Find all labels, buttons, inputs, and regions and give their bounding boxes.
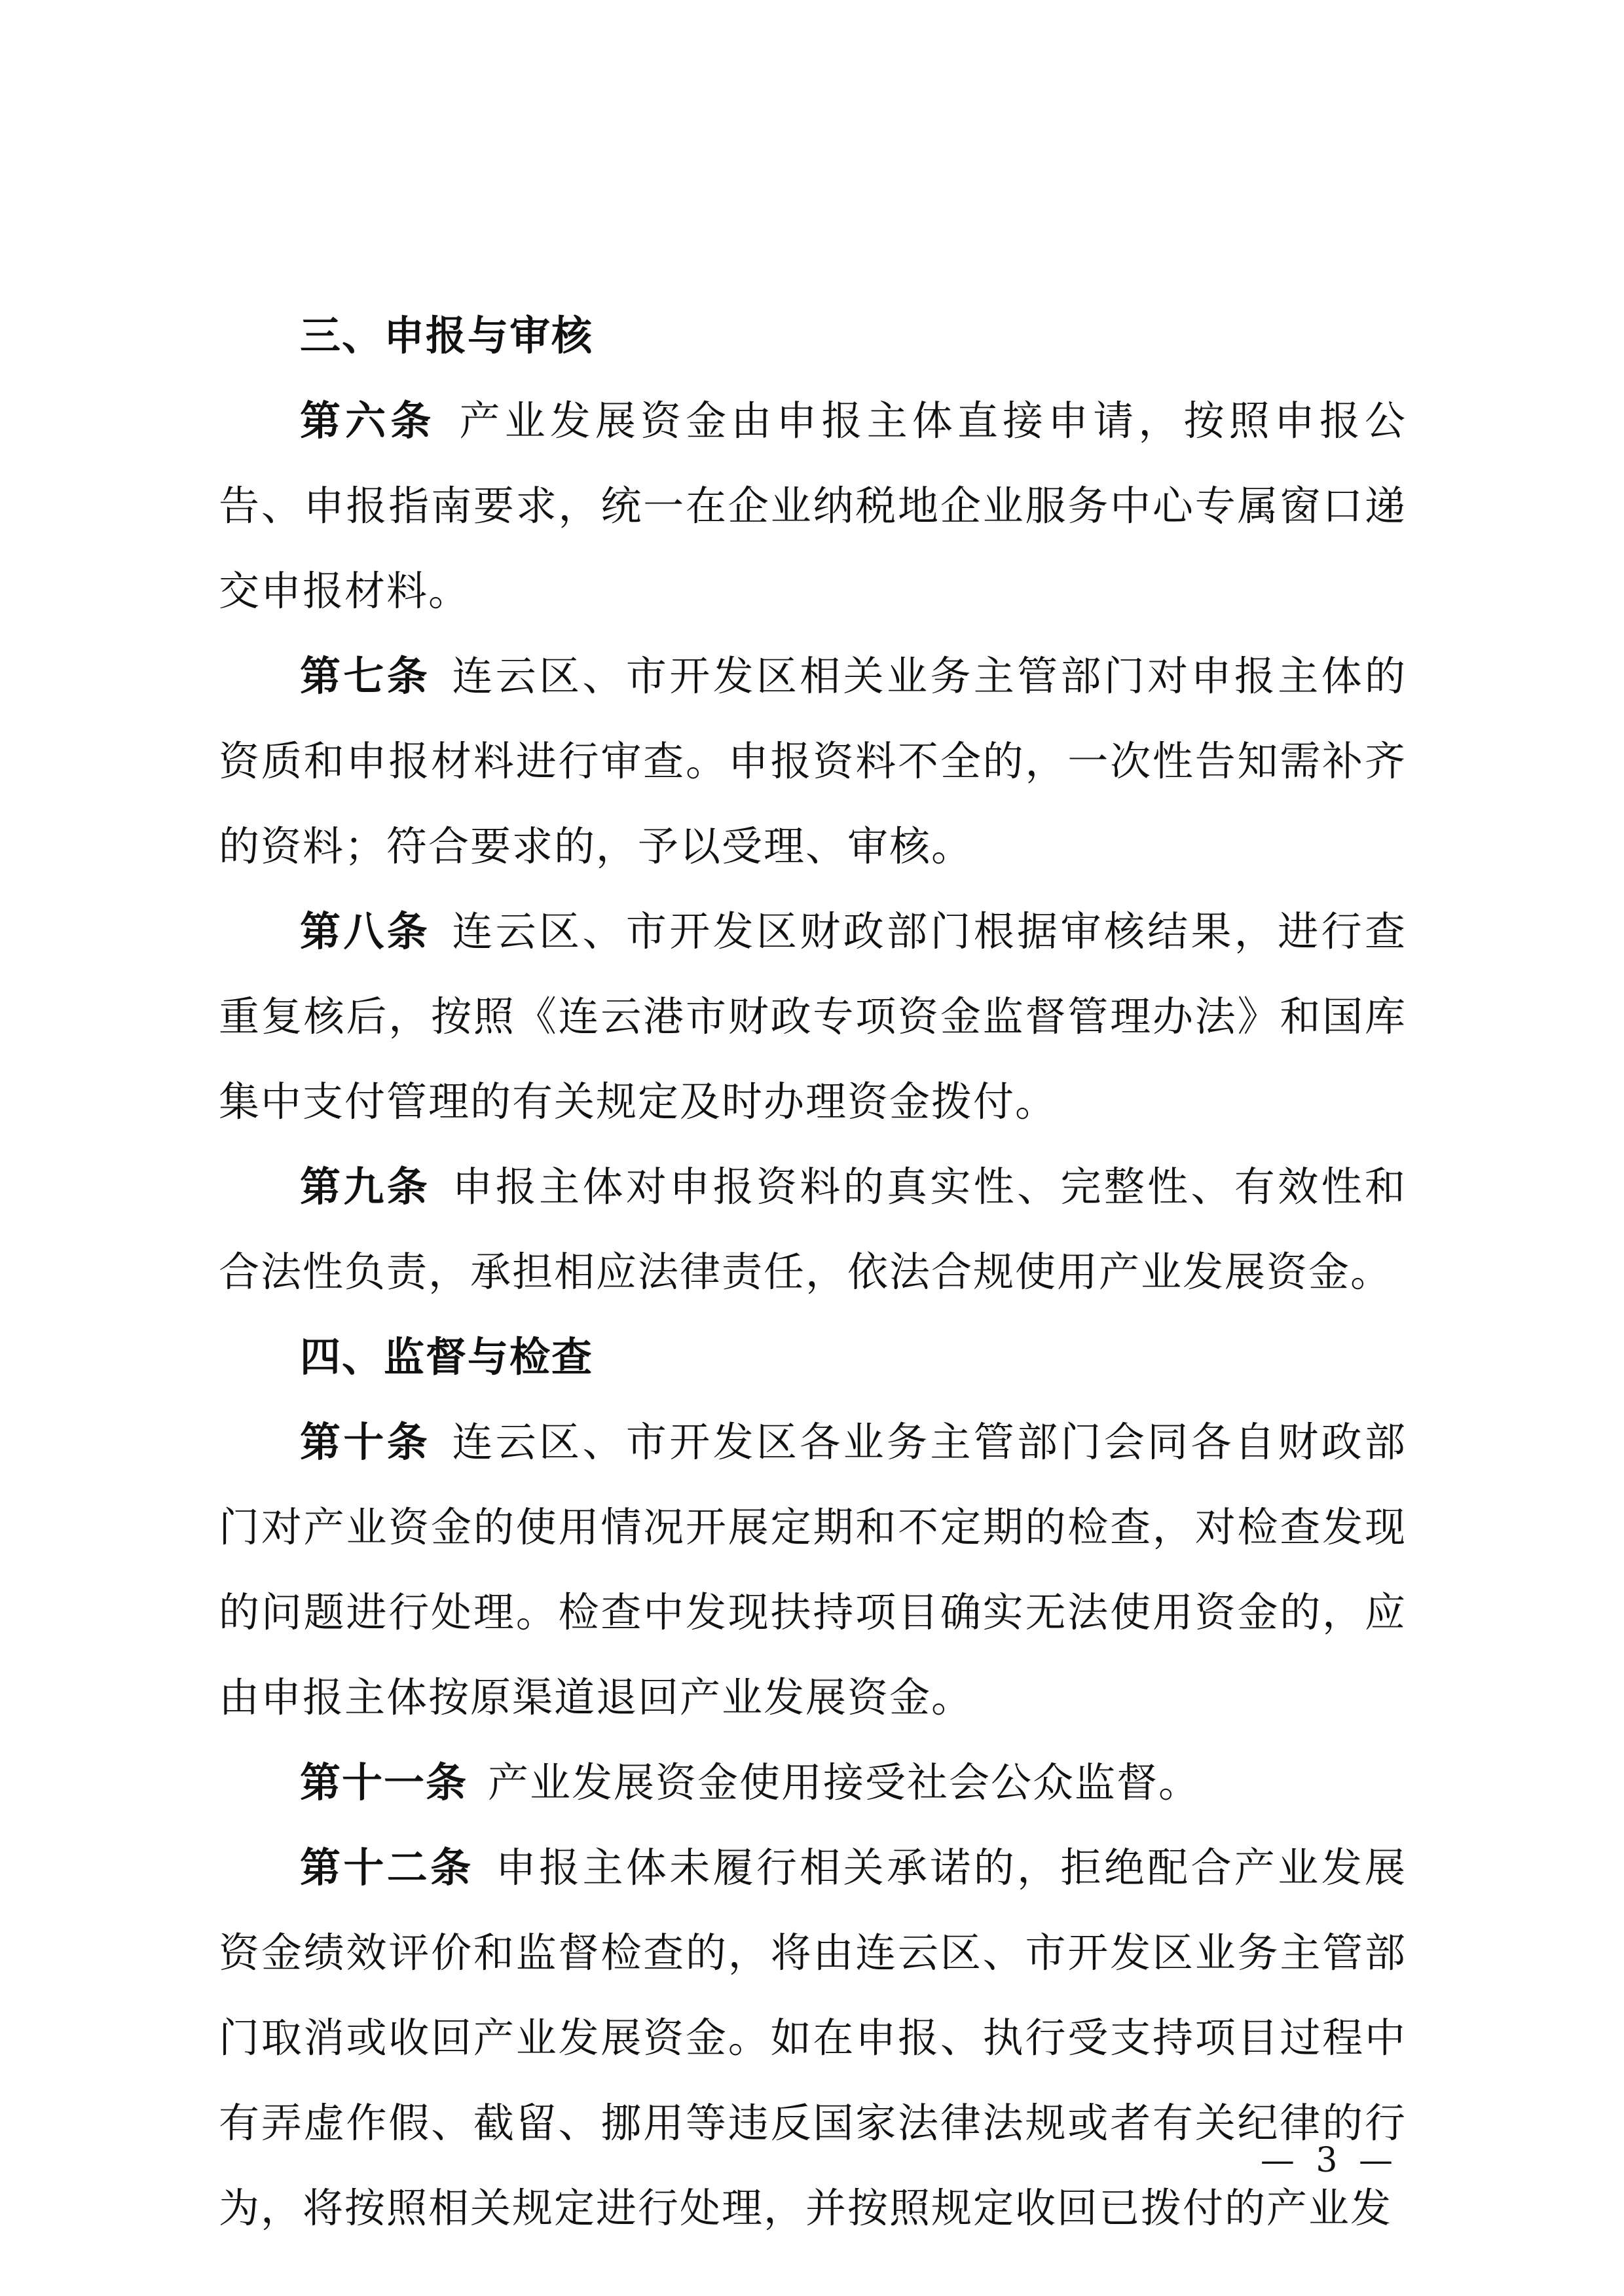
- page-number: — 3 —: [1260, 2141, 1398, 2180]
- article-paragraph: [219, 1144, 1407, 1315]
- article-paragraph: [219, 1740, 1407, 1825]
- section-heading: 三、申报与审核: [300, 312, 594, 359]
- article-label: 第十条: [300, 1418, 431, 1466]
- document-body: [219, 293, 1407, 2251]
- article-text: 连云区、市开发区相关业务主管部门对申报主体的资质和申报材料进行审查。申报资料不全的，一次性告知需补齐的资料；符合要求的，予以受理、审核。: [219, 652, 1407, 870]
- article-text: 申报主体对申报资料的真实性、完整性、有效性和合法性负责，承担相应法律责任，依法合规使用产业发展资金。: [219, 1163, 1407, 1296]
- article-paragraph: [219, 634, 1407, 889]
- article-label: 第九条: [300, 1163, 431, 1211]
- article-text: 产业发展资金由申报主体直接申请，按照申报公告、申报指南要求，统一在企业纳税地企业服务中心专属窗口递交申报材料。: [219, 397, 1407, 615]
- article-label: 第八条: [300, 907, 431, 955]
- article-text: 连云区、市开发区各业务主管部门会同各自财政部门对产业资金的使用情况开展定期和不定期的检查，对检查发现的问题进行处理。检查中发现扶持项目确实无法使用资金的，应由申报主体按原渠道退回产业发展资金。: [219, 1418, 1407, 1721]
- article-label: 第七条: [300, 652, 431, 700]
- article-label: 第十二条: [300, 1844, 474, 1891]
- article-label: 第六条: [300, 397, 436, 445]
- article-text: 申报主体未履行相关承诺的，拒绝配合产业发展资金绩效评价和监督检查的，将由连云区、市开发区业务主管部门取消或收回产业发展资金。如在申报、执行受支持项目过程中有弄虚作假、截留、挪用等违反国家法律法规或者有关纪律的行为，将按照相关规定进行处理，并按照规定收回已拨付的产业发: [219, 1844, 1407, 2232]
- article-label: 第十一条: [300, 1758, 468, 1806]
- article-paragraph: [219, 889, 1407, 1144]
- article-text: 产业发展资金使用接受社会公众监督。: [488, 1758, 1201, 1806]
- article-paragraph: [219, 378, 1407, 634]
- article-text: 连云区、市开发区财政部门根据审核结果，进行查重复核后，按照《连云港市财政专项资金监督管理办法》和国库集中支付管理的有关规定及时办理资金拨付。: [219, 907, 1407, 1125]
- article-paragraph: [219, 1825, 1407, 2251]
- section-heading: 四、监督与检查: [300, 1333, 594, 1381]
- article-paragraph: [219, 1400, 1407, 1740]
